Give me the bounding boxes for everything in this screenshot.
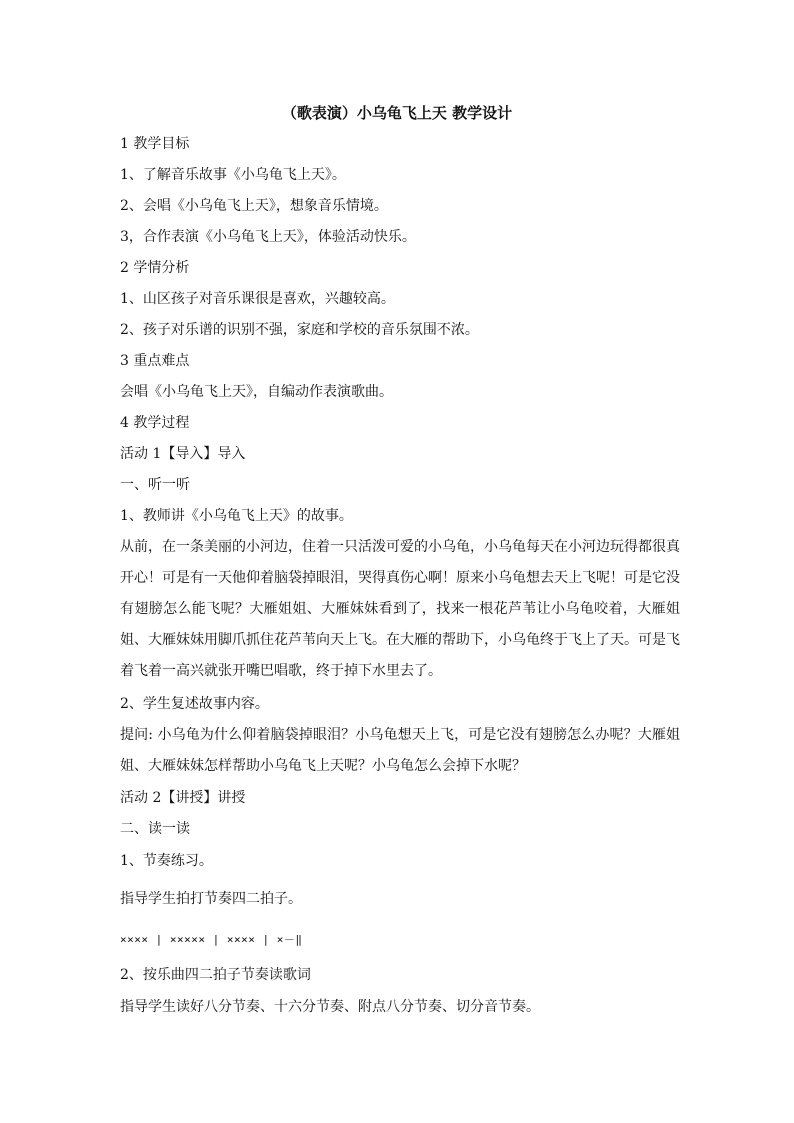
section-heading-process: 4 教学过程 (120, 415, 190, 431)
part-2-heading: 二、读一读 (120, 821, 190, 837)
section-heading-objectives: 1 教学目标 (120, 136, 190, 152)
key-points-text: 会唱《小乌龟飞上天》，自编动作表演歌曲。 (120, 384, 393, 400)
section-heading-analysis: 2 学情分析 (120, 260, 190, 276)
part-2-step-1: 1、节奏练习。 (120, 853, 213, 869)
analysis-item: 2、孩子对乐谱的识别不强，家庭和学校的音乐氛围不浓。 (120, 322, 479, 338)
analysis-item: 1、山区孩子对音乐课很是喜欢，兴趣较高。 (120, 291, 395, 307)
objective-item: 3，合作表演《小乌龟飞上天》，体验活动快乐。 (120, 229, 416, 245)
part-2-step-1-text: 指导学生拍打节奏四二拍子。 (120, 891, 302, 907)
activity-2-heading: 活动 2【讲授】讲授 (120, 790, 246, 806)
question-paragraph: 提问: 小乌龟为什么仰着脑袋掉眼泪？小乌龟想天上飞，可是它没有翅膀怎么办呢？大雁姐姐、大雁妹妹怎样帮助小乌龟飞上天呢？小乌龟怎么会掉下水呢？ (120, 727, 680, 774)
part-1-step-1: 1、教师讲《小乌龟飞上天》的故事。 (120, 508, 353, 524)
objective-item: 2、会唱《小乌龟飞上天》，想象音乐情境。 (120, 198, 388, 214)
document-title: （歌表演）小乌龟飞上天 教学设计 (281, 104, 513, 122)
section-heading-key-points: 3 重点难点 (120, 353, 190, 369)
activity-1-heading: 活动 1【导入】导入 (120, 446, 246, 462)
part-1-step-2: 2、学生复述故事内容。 (120, 696, 269, 712)
part-2-step-2-text: 指导学生读好八分节奏、十六分节奏、附点八分节奏、切分音节奏。 (120, 999, 540, 1015)
part-2-step-2: 2、按乐曲四二拍子节奏读歌词 (120, 967, 311, 983)
rhythm-notation: ×××× | ××××× | ×××× | ×－‖ (120, 933, 303, 946)
part-1-heading: 一、听一听 (120, 477, 190, 493)
objective-item: 1、了解音乐故事《小乌龟飞上天》。 (120, 167, 346, 183)
story-paragraph: 从前，在一条美丽的小河边，住着一只活泼可爱的小乌龟，小乌龟每天在小河边玩得都很真开心！可是有一天他仰着脑袋掉眼泪，哭得真伤心啊！原来小乌龟想去天上飞呢！可是它没有翅膀怎么能飞呢？大雁姐姐、大雁妹妹看到了，找来一根花芦苇让小乌龟咬着，大雁姐姐、大雁妹妹用脚爪抓住花芦苇向天上飞。在大雁的帮助下，小乌龟终于飞上了天。可是飞着飞着一高兴就张开嘴巴唱歌，终于掉下水里去了。 (120, 539, 680, 679)
